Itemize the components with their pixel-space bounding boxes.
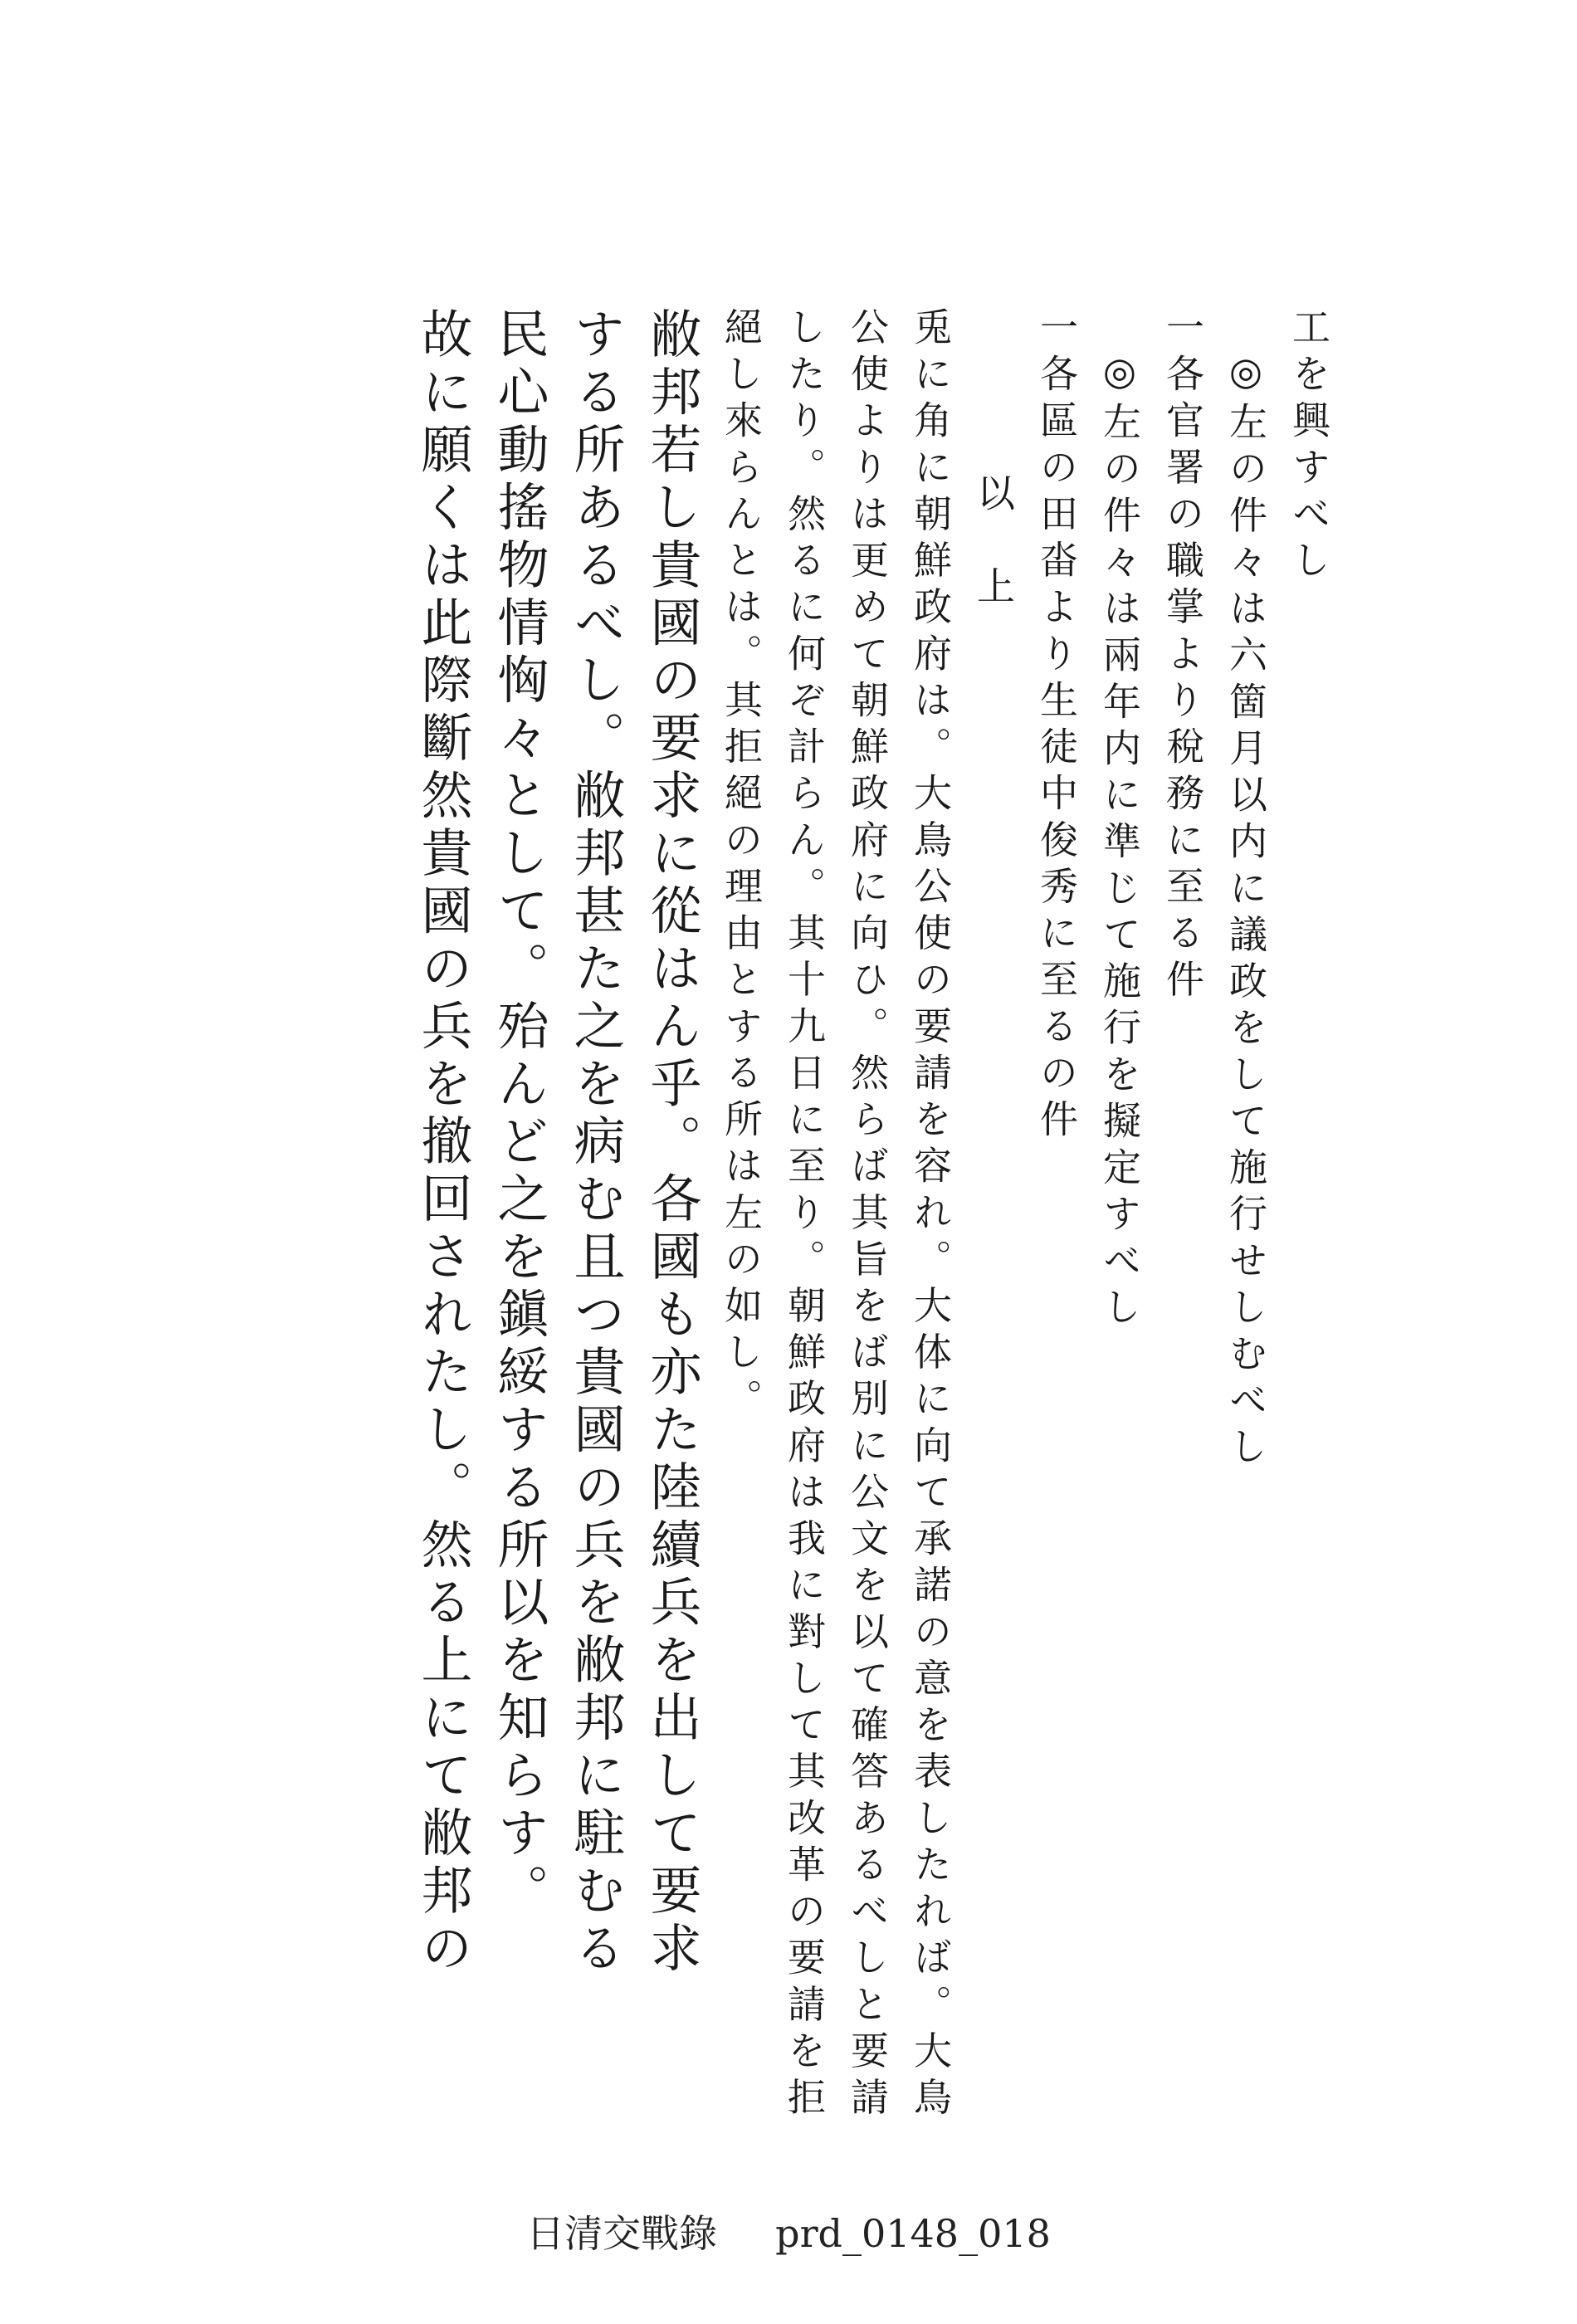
text-column: 一各官署の職掌より稅務に至る件 [1160,307,1205,1006]
footer-code: prd_0148_018 [775,2211,1051,2256]
text-column: 兎に角に朝鮮政府は。大鳥公使の要請を容れ。大体に向て承諾の意を表したれば。大鳥 [908,307,953,2124]
vertical-text-block [392,307,1331,2133]
text-column: 民心動搖物情恟々として。殆んど之を鎭綏する所以を知らす。 [489,307,549,1921]
text-column: 絕し來らんとは。其拒絕の理由とする所は左の如し。 [719,307,764,1425]
text-column: 以 上 [971,473,1016,613]
text-column: 一各區の田畓より生徒中俊秀に至るの件 [1034,307,1079,1146]
text-column: 故に願くは此際斷然貴國の兵を撤回されたし。然る上にて敝邦の [413,307,473,1979]
text-column: 敝邦若し貴國の要求に從はん乎。各國も亦た陸續兵を出して要求 [642,307,702,1979]
page-footer [0,2204,1577,2258]
text-column: したり。然るに何ぞ計らん。其十九日に至り。朝鮮政府は我に對して其改革の要請を拒 [782,307,827,2124]
text-column: 工を興すべし [1286,307,1331,587]
footer-title: 日清交戰錄 [526,2211,718,2256]
text-column: する所あるべし。敝邦甚た之を病む且つ貴國の兵を敝邦に駐むる [565,307,626,1979]
text-column: ◎左の件々は兩年内に準じて施行を擬定すべし [1097,349,1142,1334]
text-column: ◎左の件々は六箇月以内に議政をして施行せしむべし [1223,349,1268,1473]
text-column: 公使よりは更めて朝鮮政府に向ひ。然らば其旨をば別に公文を以て確答あるべしと要請 [845,307,890,2124]
